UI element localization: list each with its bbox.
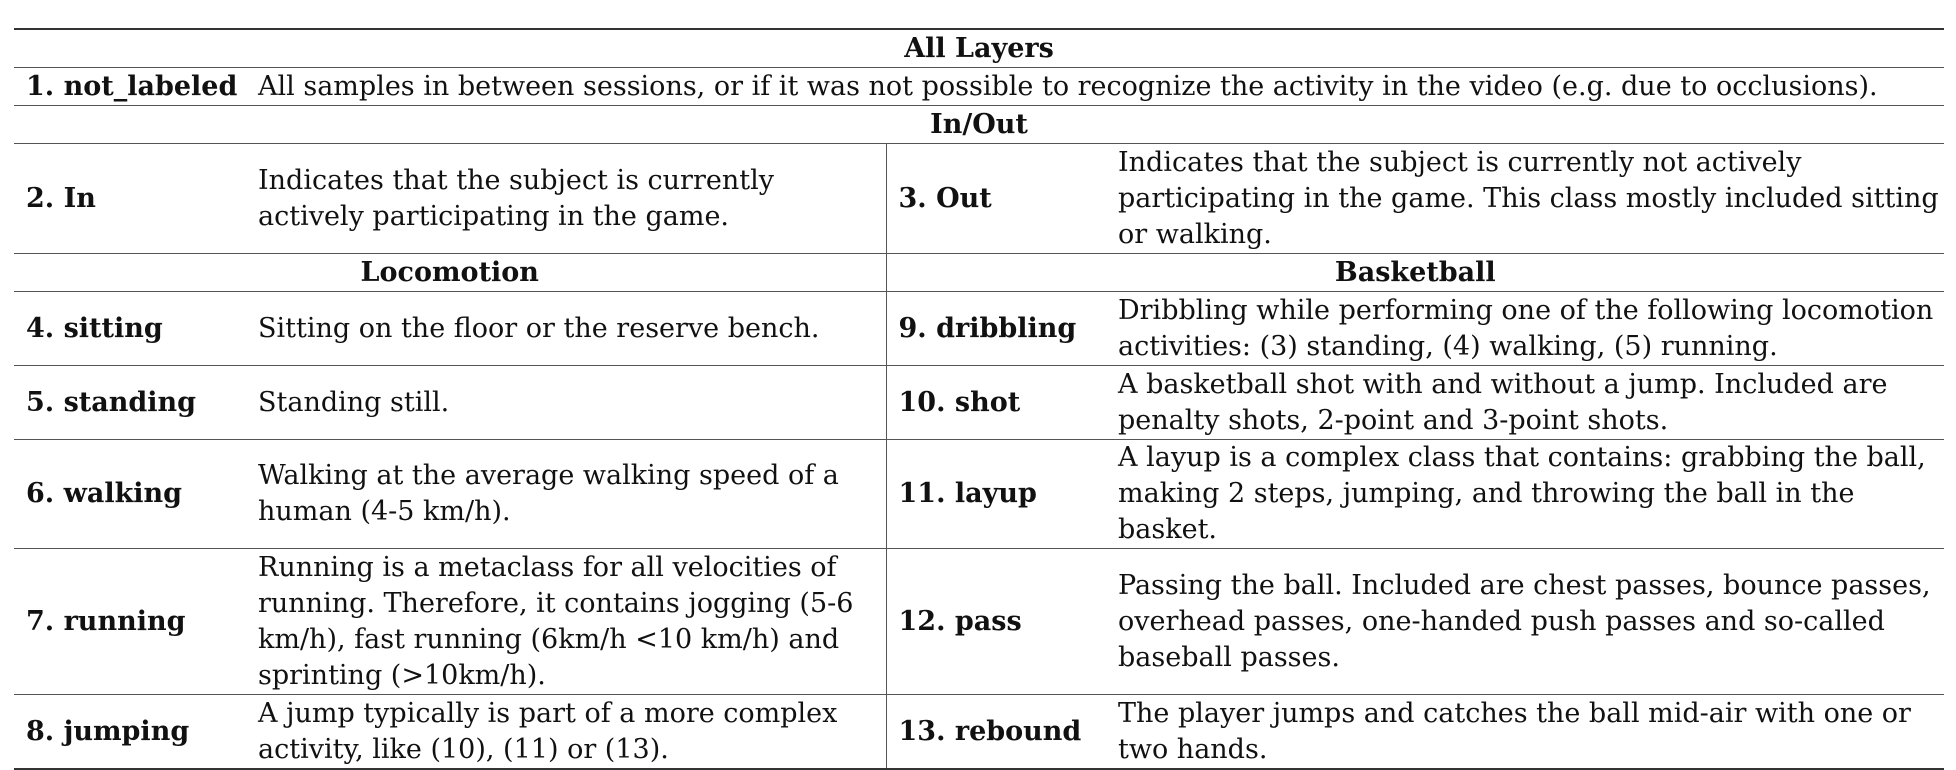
table-row (14, 549, 1944, 695)
class-description: All samples in between sessions, or if it was not possible to recognize the activity in the video (e.g. due to occlusions). (246, 68, 1944, 106)
class-description: Passing the ball. Included are chest passes, bounce passes, overhead passes, one-handed push passes and so-called baseball passes. (1106, 549, 1944, 695)
table-row (14, 292, 1944, 366)
class-label: 3. Out (886, 144, 1106, 254)
class-description: The player jumps and catches the ball mid-air with one or two hands. (1106, 695, 1944, 770)
class-label: 6. walking (14, 440, 246, 549)
class-description: A layup is a complex class that contains: grabbing the ball, making 2 steps, jumping, and throwing the ball in the basket. (1106, 440, 1944, 549)
class-description: A jump typically is part of a more complex activity, like (10), (11) or (13). (246, 695, 886, 770)
table-row (14, 68, 1944, 106)
class-description: Dribbling while performing one of the following locomotion activities: (3) standing, (4) walking, (5) running. (1106, 292, 1944, 366)
class-description: Standing still. (246, 366, 886, 440)
basketball-header: Basketball (886, 254, 1944, 292)
all-layers-header: All Layers (14, 29, 1944, 68)
class-label: 12. pass (886, 549, 1106, 695)
table-row (14, 440, 1944, 549)
class-label: 13. rebound (886, 695, 1106, 770)
class-description: Indicates that the subject is currently actively participating in the game. (246, 144, 886, 254)
class-description: A basketball shot with and without a jump. Included are penalty shots, 2-point and 3-point shots. (1106, 366, 1944, 440)
class-label: 11. layup (886, 440, 1106, 549)
section-header-row (14, 254, 1944, 292)
class-label: 4. sitting (14, 292, 246, 366)
class-description: Running is a metaclass for all velocities of running. Therefore, it contains jogging (5-6 km/h), fast running (6km/h <10 km/h) and sprinting (>10km/h). (246, 549, 886, 695)
class-label: 8. jumping (14, 695, 246, 770)
activity-classes-table-wrapper (14, 28, 1944, 770)
table-row (14, 695, 1944, 770)
section-header-in-out (14, 106, 1944, 144)
locomotion-header: Locomotion (14, 254, 886, 292)
class-description: Sitting on the floor or the reserve bench. (246, 292, 886, 366)
class-label: 2. In (14, 144, 246, 254)
activity-classes-table (14, 28, 1944, 770)
class-label: 10. shot (886, 366, 1106, 440)
section-header-all-layers (14, 29, 1944, 68)
table-row (14, 144, 1944, 254)
class-label: 5. standing (14, 366, 246, 440)
table-row (14, 366, 1944, 440)
class-label: 7. running (14, 549, 246, 695)
class-label: 1. not_labeled (14, 68, 246, 106)
class-description: Walking at the average walking speed of a human (4-5 km/h). (246, 440, 886, 549)
class-description: Indicates that the subject is currently not actively participating in the game. This class mostly included sitting or walking. (1106, 144, 1944, 254)
in-out-header: In/Out (14, 106, 1944, 144)
class-label: 9. dribbling (886, 292, 1106, 366)
